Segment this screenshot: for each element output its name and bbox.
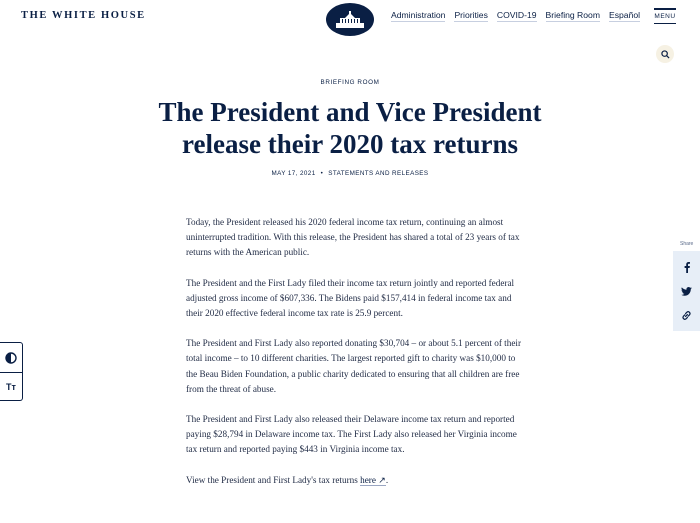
menu-bar-top: [654, 8, 676, 10]
site-title[interactable]: THE WHITE HOUSE: [21, 10, 146, 21]
article-paragraph: The President and First Lady also reported donating $30,704 – or about 5.1 percent of their total income – to 10 different charities. The largest reported gift to charity was $10,000 to the Beau Biden Foundation, a public charity dedicated to ensuring that all children are free from the threat of abuse.: [186, 338, 522, 394]
menu-bar-bottom: [654, 23, 676, 25]
nav-administration[interactable]: Administration: [391, 10, 446, 20]
search-icon: [661, 50, 670, 59]
article-body: [186, 215, 526, 503]
text-size-button[interactable]: [0, 372, 22, 401]
main-nav: [391, 10, 640, 22]
article-paragraph: The President and the First Lady filed their income tax return jointly and reported federal adjusted gross income of $607,336. The Bidens paid $157,414 in federal income tax and their 2020 effective federal income tax rate is 25.9 percent.: [186, 277, 515, 319]
article-meta: [0, 170, 700, 177]
share-label: Share: [680, 241, 694, 247]
nav-covid-19[interactable]: COVID-19: [496, 10, 537, 20]
meta-separator: •: [320, 170, 324, 177]
contrast-toggle-icon: [5, 352, 17, 364]
copy-link-button[interactable]: [680, 308, 694, 322]
white-house-seal-icon[interactable]: [326, 3, 374, 36]
article-paragraph: Today, the President released his 2020 federal income tax return, continuing an almost uninterrupted tradition. With this release, the President has shared a total of 23 years of tax returns with the American public.: [186, 217, 520, 258]
facebook-icon: [684, 262, 690, 273]
search-button[interactable]: [656, 45, 674, 63]
article-date: MAY 17, 2021: [271, 170, 316, 177]
nav-briefing-room[interactable]: Briefing Room: [545, 10, 600, 20]
tax-returns-period: .: [385, 474, 389, 485]
share-rail: [673, 251, 700, 331]
nav-priorities[interactable]: Priorities: [454, 10, 488, 20]
copy-link-icon: [681, 310, 692, 321]
menu-label: MENU: [654, 12, 676, 20]
contrast-toggle-button[interactable]: [0, 343, 22, 372]
text-size-icon: Tт: [6, 382, 16, 392]
tax-returns-link[interactable]: [360, 474, 389, 486]
white-house-building-icon: [333, 9, 367, 31]
accessibility-controls: [0, 342, 23, 401]
page-title: The President and Vice President release their 2020 tax returns: [158, 97, 542, 159]
facebook-share-button[interactable]: [680, 260, 694, 274]
menu-button[interactable]: [654, 8, 676, 27]
nav-espanol[interactable]: Español: [608, 10, 641, 20]
tax-returns-link-label: here: [360, 474, 376, 485]
tax-returns-text: View the President and First Lady's tax returns: [186, 474, 361, 485]
article-category-link[interactable]: STATEMENTS AND RELEASES: [328, 170, 429, 177]
article-paragraph: The President and First Lady also released their Delaware income tax return and reported paying $28,794 in Delaware income tax. The First Lady also released her Virginia income tax return and reported paying $443 in Virginia income tax.: [186, 414, 517, 455]
eyebrow-briefing-room[interactable]: BRIEFING ROOM: [320, 79, 380, 86]
article-paragraph-last: [186, 473, 526, 488]
external-link-icon: ↗: [378, 474, 386, 485]
twitter-share-button[interactable]: [680, 284, 694, 298]
twitter-icon: [681, 287, 692, 296]
